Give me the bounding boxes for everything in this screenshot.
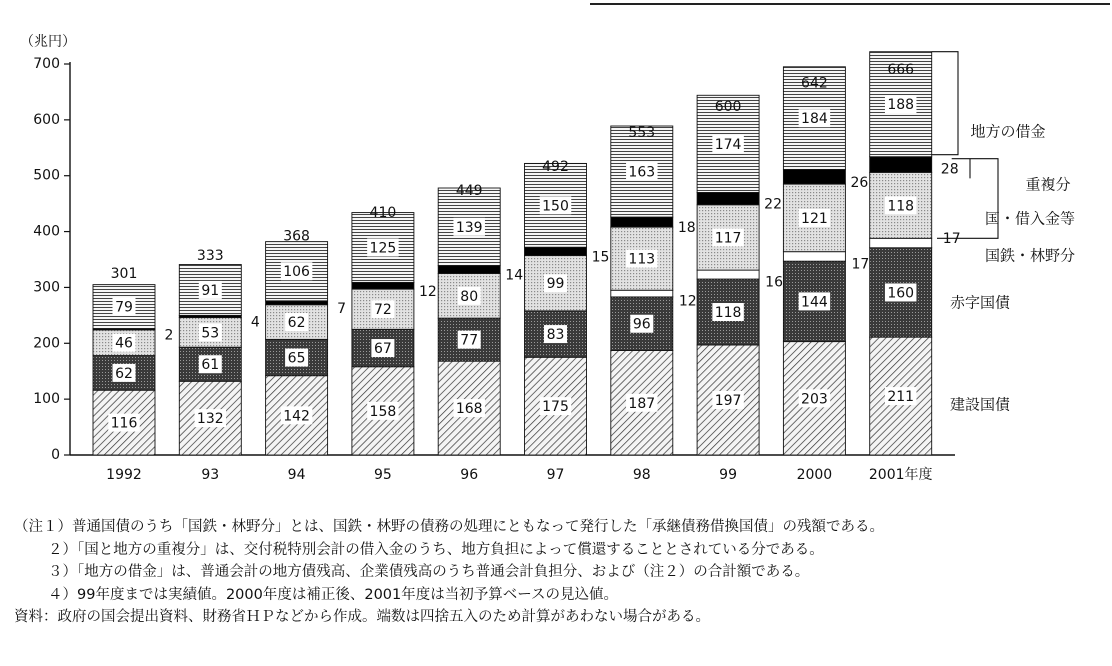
bar-segment <box>783 170 845 185</box>
bar-value-label: 203 <box>801 391 828 408</box>
bar-value-label: 79 <box>115 299 133 316</box>
bar-value-label: 160 <box>887 285 915 302</box>
bar-value-label: 53 <box>201 325 220 342</box>
bar-value-label: 106 <box>283 264 310 281</box>
bar-total-label: 642 <box>801 75 828 92</box>
bar-value-label: 150 <box>542 198 569 215</box>
dup-value-label: 7 <box>337 300 347 317</box>
bar-value-label: 197 <box>714 392 742 409</box>
y-tick-label: 700 <box>33 56 60 72</box>
side-label-chiho: 地方の借金 <box>970 122 1046 141</box>
bar-value-label: 67 <box>373 341 392 358</box>
y-tick-label: 300 <box>33 279 60 296</box>
bar-segment <box>525 247 587 255</box>
bar-total-label: 368 <box>283 228 310 245</box>
source-note: 資料：政府の国会提出資料、財務省ＨＰなどから作成。端数は四捨五入のため計算があわない場合がある。 <box>14 609 710 625</box>
bar-value-label: 125 <box>369 240 397 257</box>
bar-segment <box>783 252 845 261</box>
bar-value-label: 80 <box>460 288 479 305</box>
bar-value-label: 168 <box>455 401 483 418</box>
kokutetsu-value-label: 17 <box>851 256 870 273</box>
x-tick-label: 2001年度 <box>868 467 933 483</box>
footnotes <box>14 516 884 629</box>
y-tick-label: 200 <box>33 335 60 352</box>
bar-segment <box>611 290 673 297</box>
bar-value-label: 118 <box>887 198 915 215</box>
kokutetsu-value-label: 12 <box>678 293 697 310</box>
bar-value-label: 184 <box>801 111 828 128</box>
bar-value-label: 144 <box>801 294 828 311</box>
x-tick-label: 98 <box>632 467 651 483</box>
note-1: （注１）普通国債のうち「国鉄・林野分」とは、国鉄・林野の債務の処理にともなって発行した「承継債務借換国債」の残額である。 <box>14 519 884 535</box>
y-tick-label: 500 <box>33 167 60 184</box>
dup-value-label: 15 <box>591 249 610 266</box>
note-4: ４）99年度までは実績値。2000年度は補正後、2001年度は当初予算ベースの見込値。 <box>48 586 619 603</box>
bar-segment <box>611 217 673 227</box>
y-tick-label: 400 <box>33 223 60 240</box>
bar-value-label: 158 <box>369 403 397 420</box>
bar-value-label: 116 <box>110 415 138 432</box>
bar-value-label: 62 <box>287 315 306 332</box>
bar-value-label: 62 <box>115 365 133 382</box>
bar-value-label: 72 <box>373 302 392 319</box>
x-tick-label: 97 <box>546 467 565 483</box>
bar-segment <box>266 301 328 305</box>
dup-value-label: 4 <box>250 314 260 331</box>
bracket-chiho <box>932 52 958 155</box>
bar-total-label: 492 <box>542 159 569 176</box>
bar-value-label: 175 <box>542 399 569 416</box>
dup-value-label: 18 <box>677 220 696 237</box>
dup-value-label: 12 <box>418 283 437 300</box>
bar-total-label: 600 <box>714 98 742 115</box>
dup-value-label: 22 <box>764 196 783 213</box>
dup-value-label: 2 <box>164 327 174 344</box>
note-2: ２）「国と地方の重複分」は、交付税特別会計の借入金のうち、地方負担によって償還することとされている分である。 <box>48 541 824 558</box>
bar-value-label: 163 <box>628 164 656 181</box>
bar-value-label: 61 <box>201 357 220 374</box>
dup-value-label: 26 <box>850 174 869 191</box>
bar-value-label: 187 <box>628 395 656 412</box>
bar-value-label: 174 <box>714 136 742 153</box>
bar-total-label: 410 <box>369 204 397 221</box>
bar-value-label: 83 <box>546 327 565 344</box>
bar-value-label: 117 <box>714 230 742 247</box>
bar-total-label: 333 <box>196 247 224 264</box>
bar-value-label: 118 <box>714 305 742 322</box>
bar-total-label: 301 <box>110 265 138 282</box>
dup-value-label: 14 <box>505 267 524 284</box>
y-tick-label: 100 <box>33 391 60 408</box>
bar-value-label: 99 <box>546 276 565 293</box>
side-label-kuni: 国・借入金等 <box>984 209 1076 228</box>
note-3: ３）「地方の借金」は、普通会計の地方債残高、企業債残高のうち普通会計負担分、および（注２）の合計額である。 <box>48 564 810 580</box>
x-tick-label: 94 <box>287 467 306 483</box>
bar-value-label: 91 <box>201 282 220 299</box>
x-tick-label: 96 <box>460 467 479 483</box>
bar-value-label: 113 <box>628 251 656 268</box>
bar-segment <box>870 157 932 173</box>
bar-value-label: 46 <box>115 335 133 352</box>
bar-segment <box>352 282 414 289</box>
bar-value-label: 211 <box>887 389 915 406</box>
bar-total-label: 666 <box>887 61 915 78</box>
kokutetsu-value-label: 16 <box>765 274 784 291</box>
side-label-chofuku: 重複分 <box>1025 175 1071 194</box>
bar-value-label: 188 <box>887 97 915 114</box>
bar-value-label: 77 <box>460 332 479 349</box>
side-label-kokutetsu: 国鉄・林野分 <box>984 246 1076 265</box>
y-unit-label: （兆円） <box>20 34 76 50</box>
side-label-akaji: 赤字国債 <box>949 293 1011 312</box>
bar-total-label: 553 <box>628 125 656 142</box>
y-tick-label: 600 <box>33 111 60 128</box>
side-label-kensetsu: 建設国債 <box>949 395 1011 414</box>
bar-segment <box>870 238 932 247</box>
bar-segment <box>438 266 500 274</box>
bar-segment <box>697 192 759 204</box>
bar-value-label: 65 <box>287 350 306 367</box>
dup-value-label: 28 <box>940 161 959 178</box>
x-tick-label: 2000 <box>796 467 833 483</box>
x-tick-label: 99 <box>719 467 738 483</box>
kokutetsu-value-label: 17 <box>942 231 961 248</box>
bar-value-label: 96 <box>632 316 651 333</box>
bar-value-label: 142 <box>283 408 310 425</box>
bar-value-label: 132 <box>196 411 224 428</box>
bar-value-label: 121 <box>801 210 828 227</box>
x-tick-label: 1992 <box>106 467 142 483</box>
bar-total-label: 449 <box>455 183 483 200</box>
bar-segment <box>697 270 759 279</box>
x-tick-label: 95 <box>373 467 392 483</box>
x-tick-label: 93 <box>201 467 220 483</box>
bar-value-label: 139 <box>455 219 483 236</box>
y-tick-label: 0 <box>51 447 60 463</box>
